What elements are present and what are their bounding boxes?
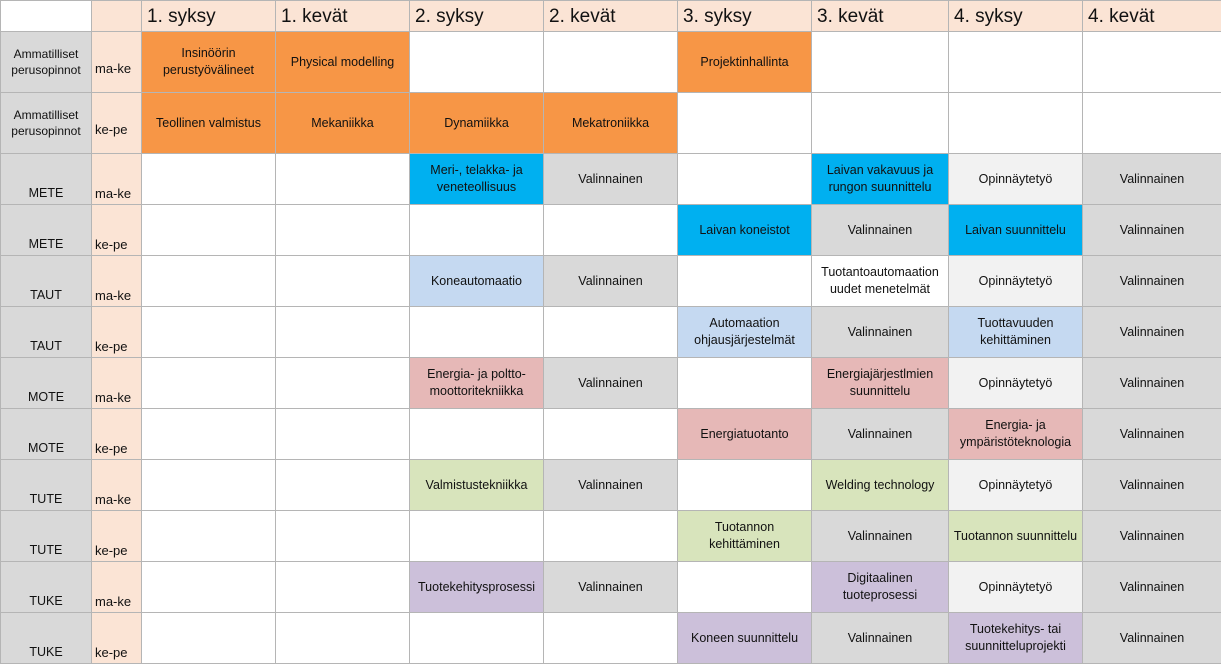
empty-cell[interactable] [276,511,410,562]
course-cell[interactable]: Welding technology [812,460,949,511]
table-row [1,358,1221,409]
course-cell[interactable]: Tuotekehitys- tai suunnitteluprojekti [949,613,1083,664]
course-cell[interactable]: Valinnainen [544,256,678,307]
empty-cell[interactable] [276,358,410,409]
course-cell[interactable]: Tuotannon suunnittelu [949,511,1083,562]
header-cell-term-1[interactable]: 1. syksy [142,1,276,32]
empty-cell[interactable] [142,307,276,358]
course-cell[interactable]: Tuottavuuden kehittäminen [949,307,1083,358]
table-row [1,93,1221,154]
header-cell-term-4[interactable]: 2. kevät [544,1,678,32]
empty-cell[interactable] [142,205,276,256]
program-cell[interactable]: TUTE [1,460,92,511]
empty-cell[interactable] [276,205,410,256]
course-cell[interactable]: Digitaalinen tuoteprosessi [812,562,949,613]
table-row [1,460,1221,511]
course-cell[interactable]: Valinnainen [1083,307,1221,358]
program-cell[interactable]: TUKE [1,562,92,613]
course-cell[interactable]: Opinnäytetyö [949,460,1083,511]
course-cell[interactable]: Valinnainen [812,205,949,256]
empty-cell[interactable] [142,511,276,562]
header-row [1,1,1221,32]
empty-cell[interactable] [949,32,1083,93]
empty-cell[interactable] [142,358,276,409]
course-cell[interactable]: Automaation ohjausjärjestelmät [678,307,812,358]
course-cell[interactable]: Mekatroniikka [544,93,678,154]
empty-cell[interactable] [142,256,276,307]
course-cell[interactable]: Valinnainen [544,562,678,613]
empty-cell[interactable] [142,613,276,664]
course-cell[interactable]: Valinnainen [544,358,678,409]
empty-cell[interactable] [544,511,678,562]
empty-cell[interactable] [544,32,678,93]
table-row [1,307,1221,358]
empty-cell[interactable] [678,562,812,613]
course-cell[interactable]: Valinnainen [1083,511,1221,562]
empty-cell[interactable] [678,256,812,307]
empty-cell[interactable] [142,154,276,205]
empty-cell[interactable] [678,154,812,205]
course-cell[interactable]: Valinnainen [1083,205,1221,256]
days-cell[interactable]: ma-ke [92,562,142,613]
course-cell[interactable]: Valinnainen [1083,358,1221,409]
course-cell[interactable]: Koneen suunnittelu [678,613,812,664]
course-cell[interactable]: Laivan vakavuus ja rungon suunnittelu [812,154,949,205]
course-cell[interactable]: Valinnainen [812,613,949,664]
table-body [1,1,1221,664]
empty-cell[interactable] [812,93,949,154]
empty-cell[interactable] [276,613,410,664]
table-row [1,562,1221,613]
empty-cell[interactable] [276,460,410,511]
course-cell[interactable]: Projektinhallinta [678,32,812,93]
days-cell[interactable]: ke-pe [92,205,142,256]
course-cell[interactable]: Valinnainen [1083,256,1221,307]
header-cell-term-2[interactable]: 1. kevät [276,1,410,32]
days-cell[interactable]: ke-pe [92,307,142,358]
program-cell[interactable]: TUKE [1,613,92,664]
program-cell[interactable]: TUTE [1,511,92,562]
course-cell[interactable]: Energia- ja poltto-moottoritekniikka [410,358,544,409]
table-row [1,154,1221,205]
days-cell[interactable]: ma-ke [92,256,142,307]
program-cell[interactable]: TAUT [1,307,92,358]
course-cell[interactable]: Koneautomaatio [410,256,544,307]
days-cell[interactable]: ma-ke [92,358,142,409]
header-cell-term-7[interactable]: 4. syksy [949,1,1083,32]
table-row [1,613,1221,664]
days-cell[interactable]: ma-ke [92,32,142,93]
empty-cell[interactable] [142,562,276,613]
header-cell-term-3[interactable]: 2. syksy [410,1,544,32]
table-row [1,32,1221,93]
empty-cell[interactable] [410,205,544,256]
empty-cell[interactable] [276,562,410,613]
course-cell[interactable]: Valmistustekniikka [410,460,544,511]
program-cell[interactable]: METE [1,154,92,205]
course-cell[interactable]: Teollinen valmistus [142,93,276,154]
course-cell[interactable]: Opinnäytetyö [949,562,1083,613]
course-cell[interactable]: Tuotekehitysprosessi [410,562,544,613]
days-cell[interactable]: ke-pe [92,93,142,154]
course-cell[interactable]: Valinnainen [812,409,949,460]
table-row [1,256,1221,307]
empty-cell[interactable] [949,93,1083,154]
course-cell[interactable]: Valinnainen [1083,613,1221,664]
empty-cell[interactable] [276,256,410,307]
empty-cell[interactable] [544,613,678,664]
program-cell[interactable]: Ammatilliset perusopinnot [1,32,92,93]
course-cell[interactable]: Energiajärjestlmien suunnittelu [812,358,949,409]
table-row [1,205,1221,256]
course-cell[interactable]: Valinnainen [544,154,678,205]
empty-cell[interactable] [410,32,544,93]
empty-cell[interactable] [812,32,949,93]
course-cell[interactable]: Insinöörin perustyövälineet [142,32,276,93]
empty-cell[interactable] [276,307,410,358]
course-cell[interactable]: Energia- ja ympäristöteknologia [949,409,1083,460]
empty-cell[interactable] [678,93,812,154]
course-cell[interactable]: Energiatuotanto [678,409,812,460]
course-cell[interactable]: Valinnainen [1083,562,1221,613]
days-cell[interactable]: ke-pe [92,511,142,562]
header-cell-corner[interactable] [1,1,92,32]
empty-cell[interactable] [410,409,544,460]
course-cell[interactable]: Opinnäytetyö [949,256,1083,307]
header-cell-term-6[interactable]: 3. kevät [812,1,949,32]
empty-cell[interactable] [544,307,678,358]
empty-cell[interactable] [410,511,544,562]
program-cell[interactable]: Ammatilliset perusopinnot [1,93,92,154]
course-cell[interactable]: Valinnainen [544,460,678,511]
table-row [1,511,1221,562]
course-cell[interactable]: Opinnäytetyö [949,358,1083,409]
program-cell[interactable]: MOTE [1,409,92,460]
course-cell[interactable]: Laivan suunnittelu [949,205,1083,256]
course-cell[interactable]: Tuotantoautomaation uudet menetelmät [812,256,949,307]
course-cell[interactable]: Valinnainen [812,307,949,358]
days-cell[interactable]: ke-pe [92,409,142,460]
course-cell[interactable]: Valinnainen [1083,409,1221,460]
empty-cell[interactable] [276,409,410,460]
course-cell[interactable]: Laivan koneistot [678,205,812,256]
empty-cell[interactable] [276,154,410,205]
header-cell-days[interactable] [92,1,142,32]
table-row [1,409,1221,460]
course-cell[interactable]: Mekaniikka [276,93,410,154]
empty-cell[interactable] [410,307,544,358]
empty-cell[interactable] [410,613,544,664]
program-cell[interactable]: TAUT [1,256,92,307]
empty-cell[interactable] [1083,32,1221,93]
program-cell[interactable]: MOTE [1,358,92,409]
days-cell[interactable]: ke-pe [92,613,142,664]
empty-cell[interactable] [142,460,276,511]
course-cell[interactable]: Opinnäytetyö [949,154,1083,205]
empty-cell[interactable] [1083,93,1221,154]
course-cell[interactable]: Valinnainen [812,511,949,562]
empty-cell[interactable] [142,409,276,460]
empty-cell[interactable] [544,409,678,460]
header-cell-term-5[interactable]: 3. syksy [678,1,812,32]
empty-cell[interactable] [678,358,812,409]
course-cell[interactable]: Valinnainen [1083,460,1221,511]
course-cell[interactable]: Tuotannon kehittäminen [678,511,812,562]
empty-cell[interactable] [544,205,678,256]
course-cell[interactable]: Dynamiikka [410,93,544,154]
days-cell[interactable]: ma-ke [92,460,142,511]
course-cell[interactable]: Physical modelling [276,32,410,93]
header-cell-term-8[interactable]: 4. kevät [1083,1,1221,32]
course-cell[interactable]: Valinnainen [1083,154,1221,205]
empty-cell[interactable] [678,460,812,511]
program-cell[interactable]: METE [1,205,92,256]
course-cell[interactable]: Meri-, telakka- ja veneteollisuus [410,154,544,205]
days-cell[interactable]: ma-ke [92,154,142,205]
